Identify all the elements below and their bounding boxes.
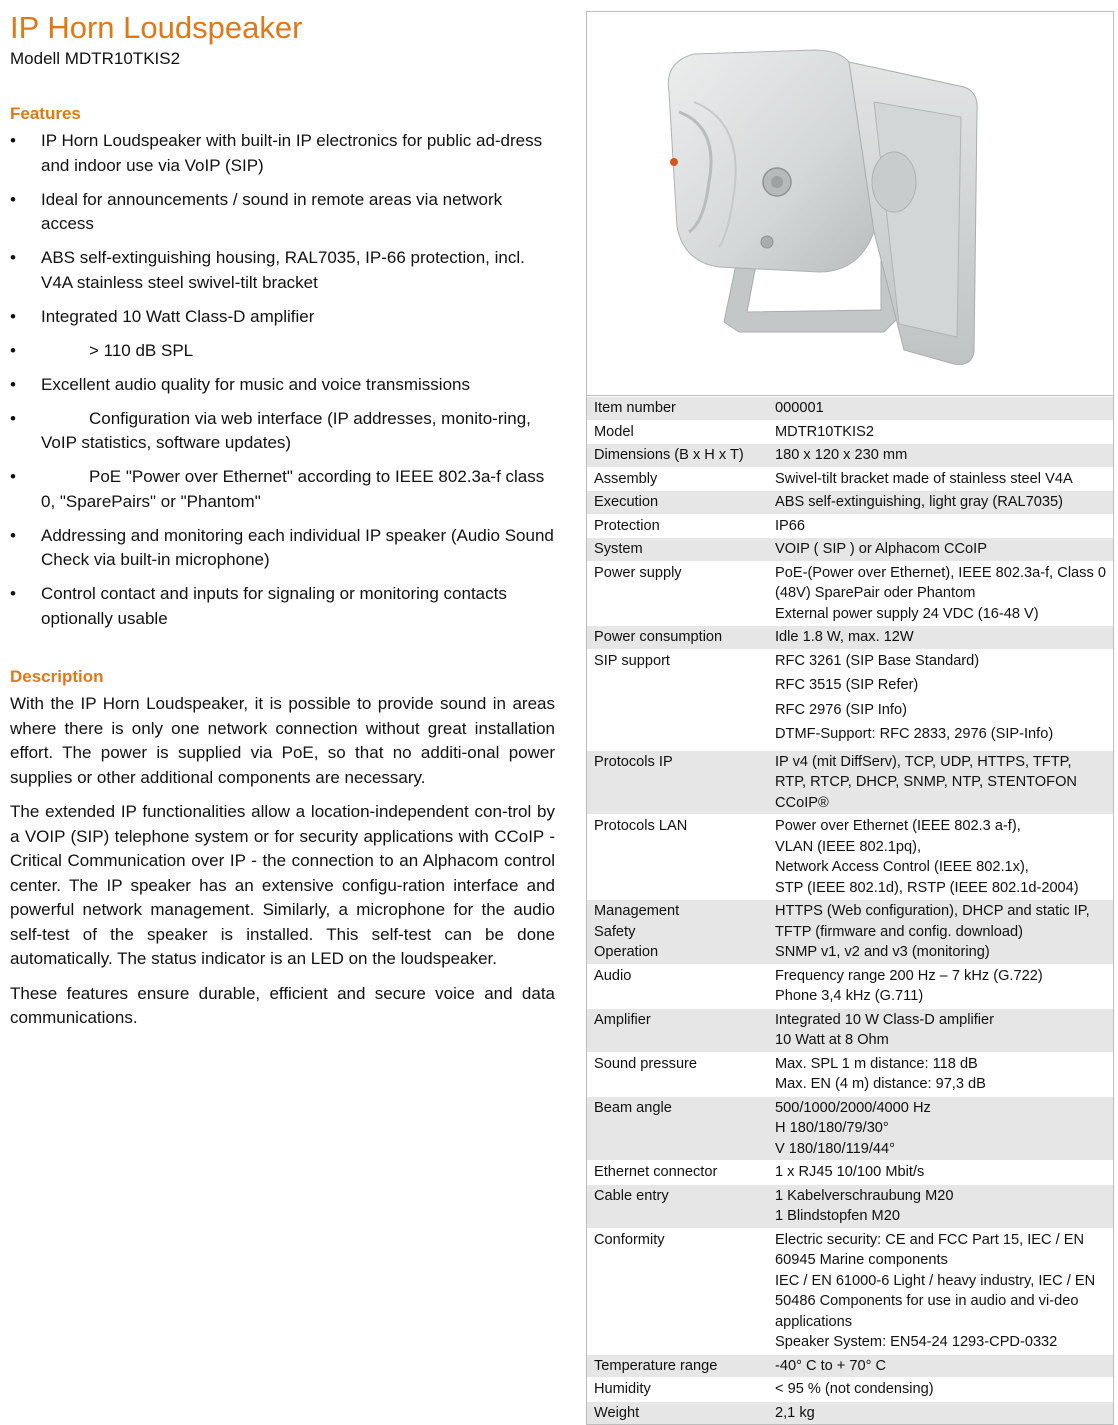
spec-key <box>587 538 768 562</box>
spec-row <box>587 491 1113 515</box>
spec-key <box>587 1228 768 1354</box>
spec-panel <box>586 11 1114 1425</box>
spec-value <box>768 750 1113 815</box>
spec-value-line: 180 x 120 x 230 mm <box>775 447 908 463</box>
spec-key-line: Protection <box>594 517 660 534</box>
feature-item: • Configuration via web interface (IP addresses, monito-ring, VoIP statistics, software updates) <box>10 407 555 456</box>
feature-item: • Addressing and monitoring each individual IP speaker (Audio Sound Check via built-in microphone) <box>10 524 555 573</box>
spec-value-line: 2,1 kg <box>775 1404 815 1421</box>
spec-key-line: Temperature range <box>594 1357 718 1374</box>
spec-key-line: Conformity <box>594 1231 665 1248</box>
model-subtitle: Modell MDTR10TKIS2 <box>10 49 181 68</box>
spec-value-line: RFC 3515 (SIP Refer) <box>775 677 919 693</box>
spec-value-line: Phone 3,4 kHz (G.711) <box>775 988 924 1004</box>
spec-row <box>587 561 1113 626</box>
spec-key-line: Dimensions (B x H x T) <box>594 447 744 463</box>
spec-row <box>587 1161 1113 1185</box>
spec-key-line: Cable entry <box>594 1187 669 1204</box>
spec-value-line: H 180/180/79/30° <box>775 1120 889 1136</box>
spec-value <box>768 538 1113 562</box>
spec-key <box>587 397 768 421</box>
spec-value-line: 000001 <box>775 400 824 416</box>
spec-value-line: IEC / EN 61000-6 Light / heavy industry, IEC / EN 50486 Components for use in audio and vi-deo applications <box>775 1272 1096 1330</box>
spec-value-line: Electric security: CE and FCC Part 15, IEC / EN 60945 Marine components <box>775 1231 1084 1268</box>
spec-value-line: Power over Ethernet (IEEE 802.3 a-f), <box>775 818 1021 834</box>
spec-key-line: Amplifier <box>594 1011 651 1028</box>
spec-key-line: Management <box>594 903 680 919</box>
spec-value <box>768 467 1113 491</box>
spec-value <box>768 444 1113 468</box>
spec-table <box>587 396 1113 1424</box>
spec-value <box>768 514 1113 538</box>
spec-key-line: Power consumption <box>594 629 723 645</box>
spec-key-line: Beam angle <box>594 1099 672 1116</box>
feature-item: • Ideal for announcements / sound in remote areas via network access <box>10 188 555 237</box>
spec-value-line: Speaker System: EN54-24 1293-CPD-0332 <box>775 1334 1058 1350</box>
spec-row <box>587 444 1113 468</box>
spec-row <box>587 1008 1113 1052</box>
page-title: IP Horn Loudspeaker <box>10 10 303 45</box>
spec-value <box>768 900 1113 965</box>
spec-value-line: DTMF-Support: RFC 2833, 2976 (SIP-Info) <box>775 726 1054 742</box>
spec-row <box>587 626 1113 650</box>
spec-key <box>587 1378 768 1402</box>
spec-key-line: Protocols LAN <box>594 818 688 834</box>
spec-key-line: Sound pressure <box>594 1055 698 1072</box>
features-list <box>10 129 555 631</box>
spec-value-line: RFC 3261 (SIP Base Standard) <box>775 652 980 669</box>
spec-value <box>768 1228 1113 1354</box>
spec-value <box>768 1378 1113 1402</box>
spec-row <box>587 750 1113 815</box>
spec-value-line: 1 Kabelverschraubung M20 <box>775 1187 954 1204</box>
feature-item: • Integrated 10 Watt Class-D amplifier <box>10 305 555 330</box>
spec-key <box>587 649 768 750</box>
spec-key <box>587 815 768 900</box>
horn-loudspeaker-icon <box>649 32 1049 382</box>
spec-value-line: MDTR10TKIS2 <box>775 423 874 440</box>
spec-value <box>768 964 1113 1008</box>
spec-value-line: HTTPS (Web configuration), DHCP and static IP, <box>775 903 1090 919</box>
spec-value <box>768 1354 1113 1378</box>
spec-value-line: ABS self-extinguishing, light gray (RAL7035) <box>775 494 1063 510</box>
spec-row <box>587 1378 1113 1402</box>
spec-row <box>587 420 1113 444</box>
spec-value-line: Integrated 10 W Class-D amplifier <box>775 1011 994 1028</box>
feature-item: • Excellent audio quality for music and voice transmissions <box>10 373 555 398</box>
description-paragraph: These features ensure durable, efficient and secure voice and data communications. <box>10 983 555 1027</box>
spec-value-line: 10 Watt at 8 Ohm <box>775 1032 889 1048</box>
spec-row <box>587 467 1113 491</box>
spec-value-line: Swivel-tilt bracket made of stainless steel V4A <box>775 470 1073 487</box>
spec-key <box>587 561 768 626</box>
spec-row <box>587 815 1113 900</box>
spec-value-line: Network Access Control (IEEE 802.1x), <box>775 859 1029 875</box>
spec-key-line: Operation <box>594 944 659 960</box>
spec-value <box>768 626 1113 650</box>
spec-value-line: PoE-(Power over Ethernet), IEEE 802.3a-f, Class 0 (48V) SparePair oder Phantom <box>775 564 1106 601</box>
spec-value-line: IP66 <box>775 517 806 534</box>
spec-row <box>587 1184 1113 1228</box>
spec-key <box>587 1184 768 1228</box>
spec-value-line: TFTP (firmware and config. download) <box>775 923 1023 940</box>
description-paragraph: The extended IP functionalities allow a location-independent con-trol by a VOIP (SIP) telephone system or for security applications with CCoIP - Critical Communication over IP - the connection to an Alphacom control center. The IP speaker has an extensive configu-ration interface and powerful network management. Similarly, a microphone for the audio self-test of the speaker is installed. This self-test can be done automatically. The status indicator is an LED on the loudspeaker. <box>10 802 555 968</box>
spec-value <box>768 1096 1113 1161</box>
spec-key-line: Humidity <box>594 1381 651 1397</box>
spec-key-line: System <box>594 541 643 557</box>
spec-row <box>587 397 1113 421</box>
spec-key <box>587 420 768 444</box>
spec-value-line: VLAN (IEEE 802.1pq), <box>775 838 922 855</box>
spec-value-line: < 95 % (not condensing) <box>775 1381 934 1397</box>
spec-key <box>587 1096 768 1161</box>
spec-value <box>768 1161 1113 1185</box>
spec-row <box>587 1228 1113 1354</box>
spec-key-line: Item number <box>594 400 676 416</box>
spec-value-line: Idle 1.8 W, max. 12W <box>775 629 914 645</box>
spec-row <box>587 538 1113 562</box>
spec-value-line: -40° C to + 70° C <box>775 1357 887 1374</box>
spec-key <box>587 1161 768 1185</box>
spec-key <box>587 467 768 491</box>
spec-key-line: Assembly <box>594 470 658 487</box>
feature-item: • > 110 dB SPL <box>10 339 555 364</box>
spec-value-line: VOIP ( SIP ) or Alphacom CCoIP <box>775 541 987 557</box>
spec-key-line: Execution <box>594 494 659 510</box>
feature-item: • IP Horn Loudspeaker with built-in IP electronics for public ad-dress and indoor use via VoIP (SIP) <box>10 129 555 178</box>
spec-key <box>587 1401 768 1424</box>
spec-value-line: 1 x RJ45 10/100 Mbit/s <box>775 1164 925 1180</box>
spec-row <box>587 1354 1113 1378</box>
description-heading: Description <box>10 667 104 686</box>
spec-value-line: SNMP v1, v2 and v3 (monitoring) <box>775 944 990 960</box>
spec-row <box>587 1096 1113 1161</box>
spec-value <box>768 1184 1113 1228</box>
spec-key-line: SIP support <box>594 652 670 669</box>
product-photo <box>587 12 1113 396</box>
spec-key-line: Weight <box>594 1404 640 1421</box>
description-paragraph: With the IP Horn Loudspeaker, it is possible to provide sound in areas where there is only one network connection without great installation effort. The power is supplied via PoE, so that no additi-onal power supplies or other additional components are necessary. <box>10 694 555 787</box>
spec-value-line: Frequency range 200 Hz – 7 kHz (G.722) <box>775 967 1043 984</box>
left-column <box>10 10 555 1041</box>
spec-value <box>768 815 1113 900</box>
spec-value <box>768 1008 1113 1052</box>
spec-value <box>768 1401 1113 1424</box>
spec-row <box>587 1052 1113 1096</box>
spec-value <box>768 649 1113 750</box>
spec-value-line: 500/1000/2000/4000 Hz <box>775 1099 931 1116</box>
spec-key <box>587 444 768 468</box>
spec-key <box>587 514 768 538</box>
spec-key <box>587 1354 768 1378</box>
feature-item: • ABS self-extinguishing housing, RAL7035, IP-66 protection, incl. V4A stainless steel swivel-tilt bracket <box>10 246 555 295</box>
spec-key-line: Model <box>594 423 634 440</box>
spec-value-line: Max. SPL 1 m distance: 118 dB <box>775 1055 978 1072</box>
spec-value <box>768 491 1113 515</box>
spec-value-line: Max. EN (4 m) distance: 97,3 dB <box>775 1076 986 1092</box>
spec-key <box>587 900 768 965</box>
spec-value-line: RFC 2976 (SIP Info) <box>775 701 907 718</box>
spec-key <box>587 750 768 815</box>
spec-value-line: STP (IEEE 802.1d), RSTP (IEEE 802.1d-2004) <box>775 879 1079 896</box>
spec-key-line: Protocols IP <box>594 753 673 770</box>
spec-value <box>768 561 1113 626</box>
spec-key-line: Power supply <box>594 564 682 581</box>
feature-item: • PoE "Power over Ethernet" according to IEEE 802.3a-f class 0, "SparePairs" or "Phantom" <box>10 465 555 514</box>
spec-row <box>587 514 1113 538</box>
description-body <box>10 692 555 1031</box>
spec-key-line: Safety <box>594 923 636 940</box>
spec-value-line: 1 Blindstopfen M20 <box>775 1208 900 1224</box>
spec-value <box>768 420 1113 444</box>
spec-row <box>587 964 1113 1008</box>
spec-key <box>587 1052 768 1096</box>
spec-value <box>768 1052 1113 1096</box>
spec-row <box>587 649 1113 750</box>
spec-value <box>768 397 1113 421</box>
spec-key <box>587 964 768 1008</box>
spec-key <box>587 491 768 515</box>
spec-key-line: Audio <box>594 967 632 984</box>
spec-value-line: External power supply 24 VDC (16-48 V) <box>775 605 1039 622</box>
spec-key <box>587 1008 768 1052</box>
spec-row <box>587 1401 1113 1424</box>
features-heading: Features <box>10 104 81 123</box>
spec-key <box>587 626 768 650</box>
feature-item: • Control contact and inputs for signaling or monitoring contacts optionally usable <box>10 582 555 631</box>
spec-key-line: Ethernet connector <box>594 1164 718 1180</box>
spec-row <box>587 900 1113 965</box>
spec-value-line: IP v4 (mit DiffServ), TCP, UDP, HTTPS, TFTP, RTP, RTCP, DHCP, SNMP, NTP, STENTOFON CCoIP® <box>775 753 1077 811</box>
spec-value-line: V 180/180/119/44° <box>775 1140 895 1157</box>
